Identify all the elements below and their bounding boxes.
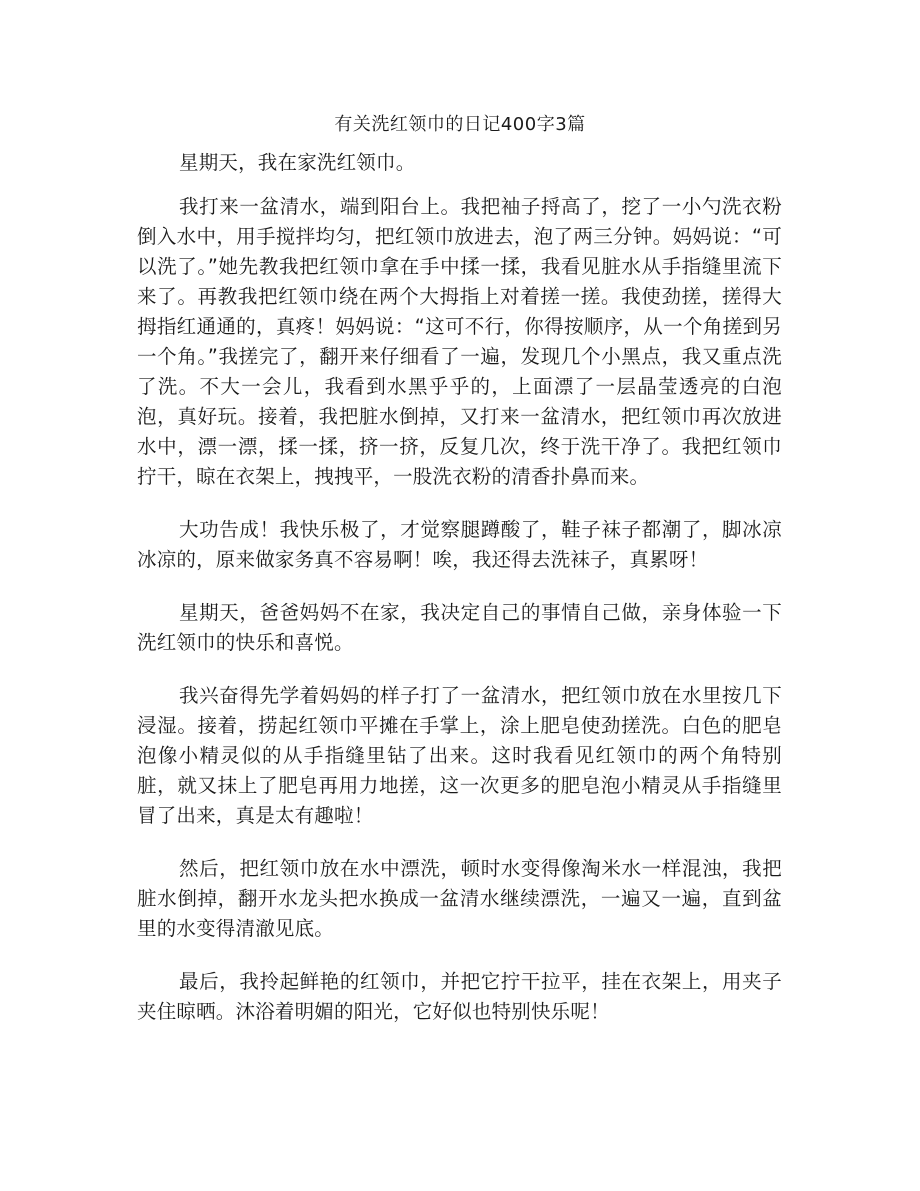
paragraph-7: 最后，我拎起鲜艳的红领巾，并把它拧干拉平，挂在衣架上，用夹子夹住晾晒。沐浴着明媚的阳光，它好似也特别快乐呢！ xyxy=(137,970,782,1023)
document-body xyxy=(137,148,782,1050)
paragraph-1: 星期天，我在家洗红领巾。 xyxy=(179,151,416,174)
paragraph-5: 我兴奋得先学着妈妈的样子打了一盆清水，把红领巾放在水里按几下浸湿。接着，捞起红领巾平摊在手掌上，涂上肥皂使劲搓洗。白色的肥皂泡像小精灵似的从手指缝里钻了出来。这时我看见红领巾的两个角特别脏，就又抹上了肥皂再用力地搓，这一次更多的肥皂泡小精灵从手指缝里冒了出来，真是太有趣啦！ xyxy=(137,684,782,827)
paragraph-3: 大功告成！我快乐极了，才觉察腿蹲酸了，鞋子袜子都潮了，脚冰凉冰凉的，原来做家务真不容易啊！唉，我还得去洗袜子，真累呀！ xyxy=(137,518,782,571)
document-title: 有关洗红领巾的日记400字3篇 xyxy=(334,114,586,135)
paragraph-4: 星期天，爸爸妈妈不在家，我决定自己的事情自己做，亲身体验一下洗红领巾的快乐和喜悦。 xyxy=(137,601,782,654)
paragraph-6: 然后，把红领巾放在水中漂洗，顿时水变得像淘米水一样混浊，我把脏水倒掉，翻开水龙头把水换成一盆清水继续漂洗，一遍又一遍，直到盆里的水变得清澈见底。 xyxy=(137,857,782,940)
paragraph-2: 我打来一盆清水，端到阳台上。我把袖子捋高了，挖了一小勺洗衣粉倒入水中，用手搅拌均匀，把红领巾放进去，泡了两三分钟。妈妈说：“可以洗了。”她先教我把红领巾拿在手中揉一揉，我看见脏水从手指缝里流下来了。再教我把红领巾绕在两个大拇指上对着搓一搓。我使劲搓，搓得大拇指红通通的，真疼！妈妈说：“这可不行，你得按顺序，从一个角搓到另一个角。”我搓完了，翻开来仔细看了一遍，发现几个小黑点，我又重点洗了洗。不大一会儿，我看到水黑乎乎的，上面漂了一层晶莹透亮的白泡泡，真好玩。接着，我把脏水倒掉，又打来一盆清水，把红领巾再次放进水中，漂一漂，揉一揉，挤一挤，反复几次，终于洗干净了。我把红领巾拧干，晾在衣架上，拽拽平，一股洗衣粉的清香扑鼻而来。 xyxy=(137,195,782,488)
